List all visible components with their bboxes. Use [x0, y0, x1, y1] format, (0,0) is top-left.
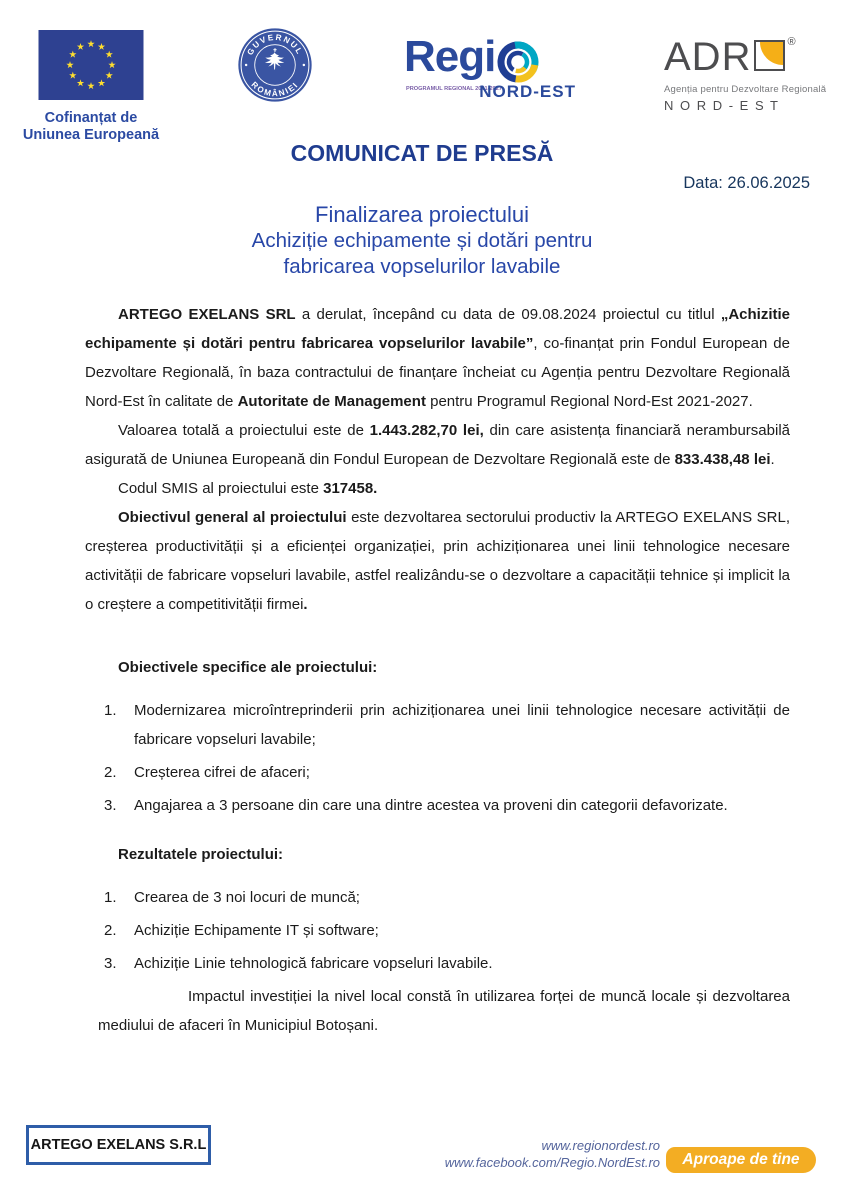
text-run: .	[303, 596, 308, 613]
paragraph-general-objective	[85, 503, 790, 619]
regionordest-link[interactable]: www.regionordest.ro	[541, 1138, 660, 1153]
text-run: .	[770, 451, 775, 468]
footer-links	[445, 1137, 660, 1171]
list-item-text: Modernizarea microîntreprinderii prin achiziționarea unei linii tehnologice necesare activității de fabricare vopseluri lavabile;	[134, 702, 790, 748]
adr-subtitle: Agenția pentru Dezvoltare Regională	[664, 84, 827, 95]
text-run: Valoarea totală a proiectului este de	[118, 422, 370, 439]
regio-region-label: NORD-EST	[479, 82, 576, 101]
text-run: Autoritate de Management	[237, 393, 426, 410]
subtitle-line-1: Finalizarea proiectului	[315, 202, 529, 227]
paragraph-smis	[85, 474, 790, 503]
eu-caption-line2: Uniunea Europeană	[22, 127, 160, 143]
page-title: COMUNICAT DE PRESĂ	[290, 140, 554, 166]
gov-seal-bottom-text: ROMÂNIEI	[249, 80, 301, 99]
results-heading: Rezultatele proiectului:	[118, 846, 284, 863]
list-item	[104, 916, 790, 945]
adr-logo	[664, 36, 829, 113]
list-item-number: 2.	[104, 764, 117, 781]
paragraph-impact	[98, 982, 790, 1040]
regio-swirl-o-icon	[496, 40, 540, 84]
text-run: , co-finanțat prin Fondul European de Dezvoltare Regională, în baza contractului de finanțare încheiat cu Agenția pentru Dezvoltare Regională Nord-Est în calitate de	[85, 335, 790, 410]
list-item-text: Angajarea a 3 persoane din care una dintre acestea va proveni din categorii defavorizate.	[134, 797, 728, 814]
text-run: este dezvoltarea sectorului productiv la ARTEGO EXELANS SRL, creșterea productivității și a eficienței organizației, prin achiziționarea unei linii tehnologice necesare activității de fabricare vopseluri lavabile, astfel realizându-se o dezvoltare a capacității tehnice și implicit la o creștere a competitivității firmei	[85, 509, 790, 613]
subtitle-line-2: Achiziție echipamente și dotări pentru	[251, 229, 593, 252]
romanian-government-seal-icon	[236, 26, 314, 104]
list-item-number: 3.	[104, 797, 117, 814]
objectives-list	[104, 696, 790, 820]
facebook-link[interactable]: www.facebook.com/Regio.NordEst.ro	[444, 1155, 660, 1170]
text-run: pentru Programul Regional Nord-Est 2021-2027.	[425, 393, 753, 410]
text-run: Impactul investiției la nivel local constă în utilizarea forței de muncă locale și dezvoltarea mediului de afaceri în Municipiul Botoșani.	[98, 988, 790, 1034]
text-run: 317458.	[323, 480, 378, 497]
paragraph-intro	[85, 300, 790, 416]
list-item-number: 1.	[104, 702, 117, 719]
text-run: a derulat, începând cu data de 09.08.2024 proiectul cu titlul	[295, 306, 721, 323]
list-item-number: 1.	[104, 889, 117, 906]
subtitle-line-3: fabricarea vopselurilor lavabile	[283, 255, 561, 278]
date-line: Data: 26.06.2025	[683, 174, 810, 192]
list-item	[104, 791, 790, 820]
text-run: 1.443.282,70 lei,	[369, 422, 484, 439]
list-item-text: Achiziție Linie tehnologică fabricare vopseluri lavabile.	[134, 955, 493, 972]
list-item-number: 2.	[104, 922, 117, 939]
list-item	[104, 883, 790, 912]
list-item-number: 3.	[104, 955, 117, 972]
text-run: Codul SMIS al proiectului este	[118, 480, 324, 497]
list-item	[104, 696, 790, 754]
list-item-text: Crearea de 3 noi locuri de muncă;	[134, 889, 360, 906]
adr-square-icon	[754, 40, 785, 71]
regio-logo	[404, 34, 576, 108]
list-item	[104, 949, 790, 978]
eu-logo	[22, 30, 217, 143]
paragraph-value	[85, 416, 790, 474]
list-item	[104, 758, 790, 787]
list-item-text: Achiziție Echipamente IT și software;	[134, 922, 379, 939]
text-run: 833.438,48 lei	[674, 451, 771, 468]
text-run: din care asistența financiară nerambursabilă asigurată de Uniunea Europeană din Fondul European de Dezvoltare Regională este de	[85, 422, 790, 468]
text-run: „Achizitie echipamente și dotări pentru fabricarea vopselurilor lavabile”	[85, 306, 790, 352]
gov-seal-top-text: GUVERNUL	[245, 32, 305, 57]
adr-wordmark: ADR	[664, 35, 752, 79]
registered-trademark-mark: ®	[787, 36, 796, 48]
list-item-text: Creșterea cifrei de afaceri;	[134, 764, 310, 781]
text-run: ARTEGO EXELANS SRL	[118, 306, 296, 323]
text-run: Obiectivul general al proiectului	[118, 509, 347, 526]
results-list	[104, 883, 790, 978]
adr-region-label: N O R D - E S T	[664, 98, 780, 113]
eu-flag-icon	[37, 30, 145, 100]
regio-wordmark	[404, 34, 576, 84]
document-body	[0, 138, 844, 1040]
project-subtitle	[0, 201, 844, 280]
objectives-heading: Obiectivele specifice ale proiectului:	[118, 659, 378, 676]
regio-program-label: PROGRAMUL REGIONAL 2021-2027	[406, 86, 502, 92]
company-name-box: ARTEGO EXELANS S.R.L	[26, 1125, 211, 1165]
tagline-badge: Aproape de tine	[666, 1147, 816, 1173]
eu-caption-line1: Cofinanțat de	[44, 110, 138, 126]
regio-wordmark-text: Regi	[404, 32, 496, 81]
